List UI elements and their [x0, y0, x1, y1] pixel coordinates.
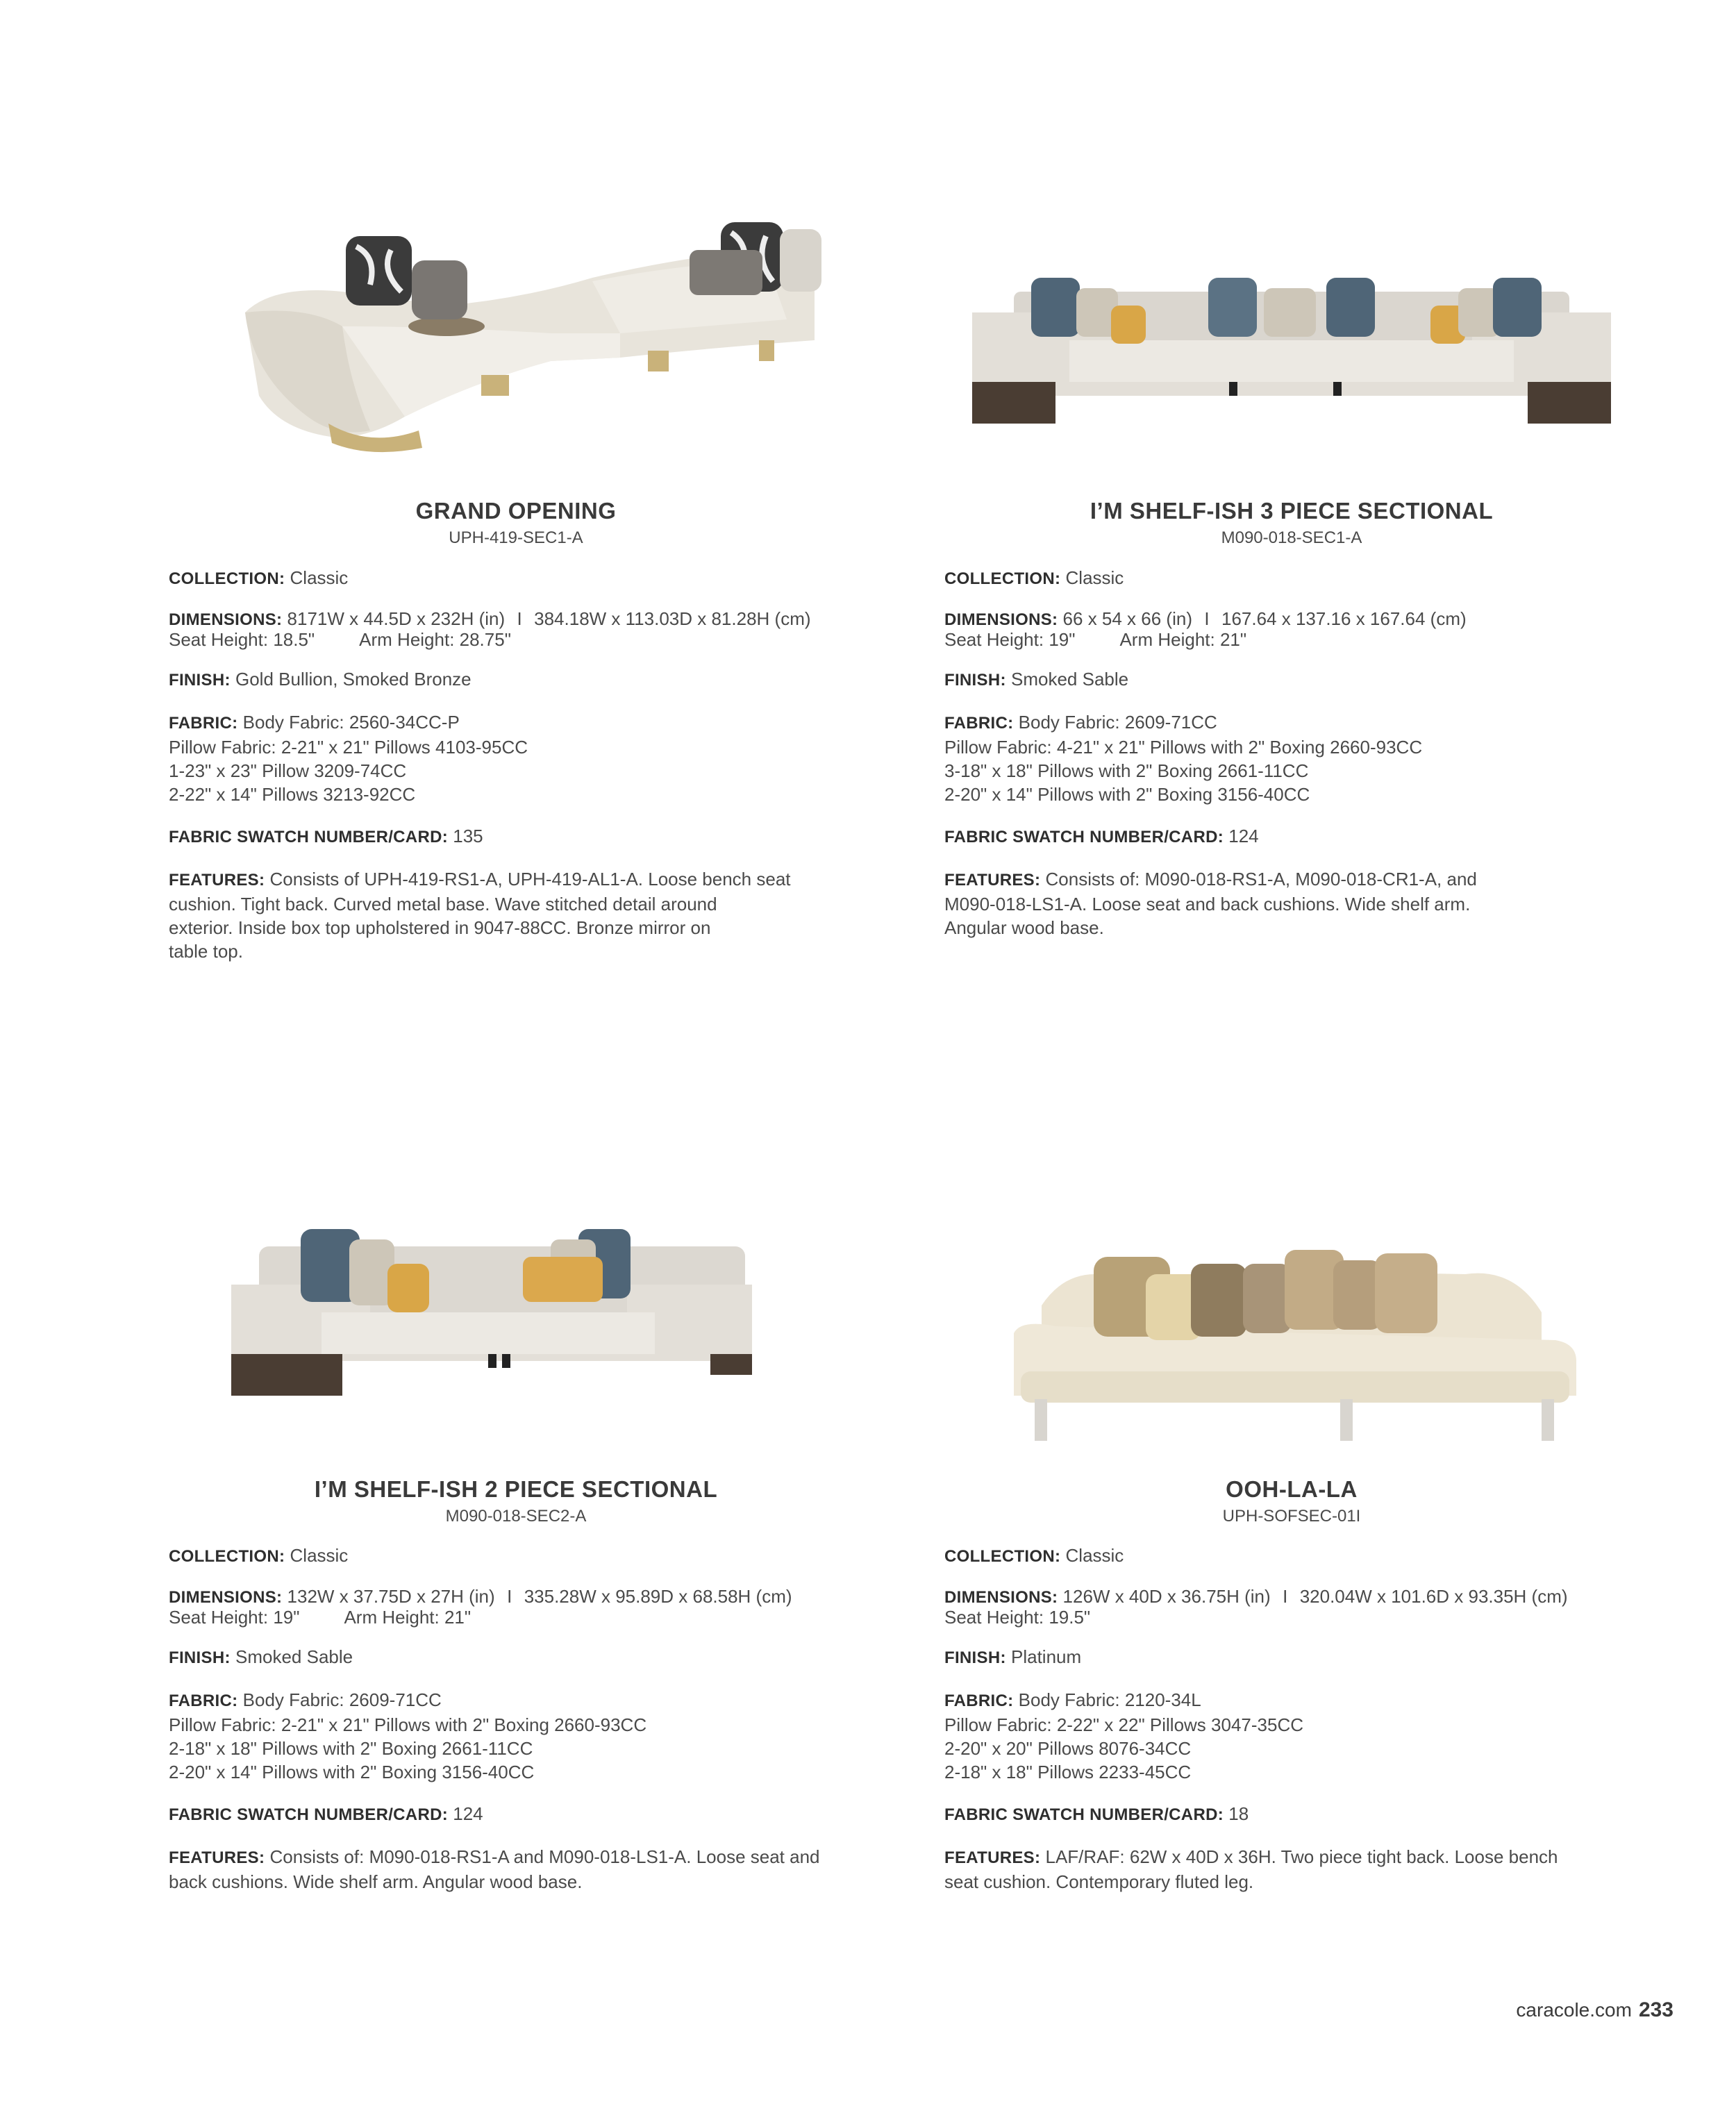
swatch-value: 124: [453, 1803, 483, 1824]
arm-height: Arm Height: 21": [344, 1607, 471, 1628]
fabric-line: 2-20" x 14" Pillows with 2" Boxing 3156-40CC: [169, 1762, 535, 1782]
fabric-line: 2-20" x 20" Pillows 8076-34CC: [944, 1738, 1192, 1759]
collection-row: [944, 1544, 1639, 1569]
dimensions-row: [169, 1587, 863, 1627]
features-label: FEATURES:: [169, 1848, 265, 1867]
collection-value: Classic: [1065, 1545, 1124, 1566]
dimensions-label: DIMENSIONS:: [944, 1588, 1058, 1607]
fabric-row: [944, 710, 1639, 806]
features-row: [169, 1845, 863, 1894]
dimensions-label: DIMENSIONS:: [169, 1588, 283, 1607]
fabric-line: 2-20" x 14" Pillows with 2" Boxing 3156-40CC: [944, 784, 1310, 805]
fabric-row: [169, 710, 863, 806]
features-line: back cushions. Wide shelf arm. Angular wood base.: [169, 1871, 583, 1892]
fabric-line: Body Fabric: 2609-71CC: [1018, 712, 1217, 733]
features-row: [944, 867, 1639, 939]
dimensions-in: 126W x 40D x 36.75H (in): [1062, 1586, 1271, 1607]
fabric-line: Pillow Fabric: 2-22" x 22" Pillows 3047-35CC: [944, 1714, 1304, 1735]
seat-height: Seat Height: 19": [169, 1607, 300, 1628]
swatch-value: 135: [453, 826, 483, 846]
features-label: FEATURES:: [169, 871, 265, 889]
finish-value: Gold Bullion, Smoked Bronze: [235, 669, 471, 690]
features-line: exterior. Inside box top upholstered in 9047-88CC. Bronze mirror on: [169, 917, 711, 938]
product-specs: [944, 1544, 1639, 1912]
finish-label: FINISH:: [944, 1648, 1006, 1667]
product-title-block: [169, 497, 863, 549]
fabric-line: 2-18" x 18" Pillows 2233-45CC: [944, 1762, 1192, 1782]
swatch-row: [944, 824, 1639, 849]
dimensions-in: 8171W x 44.5D x 232H (in): [287, 608, 506, 629]
collection-row: [169, 1544, 863, 1569]
dimensions-cm: 320.04W x 101.6D x 93.35H (cm): [1299, 1586, 1568, 1607]
dimensions-cm: 384.18W x 113.03D x 81.28H (cm): [534, 608, 811, 629]
fabric-line: Body Fabric: 2609-71CC: [242, 1689, 442, 1710]
features-line: Angular wood base.: [944, 917, 1104, 938]
finish-value: Platinum: [1011, 1646, 1082, 1667]
features-line: cushion. Tight back. Curved metal base. Wave stitched detail around: [169, 894, 717, 914]
swatch-label: FABRIC SWATCH NUMBER/CARD:: [169, 828, 448, 846]
dimensions-label: DIMENSIONS:: [944, 610, 1058, 629]
features-line: Consists of UPH-419-RS1-A, UPH-419-AL1-A. Loose bench seat: [269, 869, 791, 889]
seat-height: Seat Height: 18.5": [169, 629, 315, 650]
swatch-label: FABRIC SWATCH NUMBER/CARD:: [944, 1805, 1224, 1824]
product-sku: M090-018-SEC1-A: [1221, 528, 1362, 547]
features-row: [944, 1845, 1639, 1894]
finish-value: Smoked Sable: [1011, 669, 1129, 690]
finish-value: Smoked Sable: [235, 1646, 353, 1667]
dimensions-row: [944, 1587, 1639, 1627]
fabric-label: FABRIC:: [944, 714, 1014, 733]
features-line: Consists of: M090-018-RS1-A, M090-018-CR1-A, and: [1045, 869, 1477, 889]
fabric-row: [944, 1688, 1639, 1784]
fabric-line: Pillow Fabric: 2-21" x 21" Pillows with 2" Boxing 2660-93CC: [169, 1714, 647, 1735]
product-name: I’M SHELF-ISH 2 PIECE SECTIONAL: [314, 1476, 718, 1502]
swatch-row: [169, 1802, 863, 1827]
features-line: seat cushion. Contemporary fluted leg.: [944, 1871, 1254, 1892]
product-title-block: [944, 497, 1639, 549]
fabric-line: 1-23" x 23" Pillow 3209-74CC: [169, 760, 407, 781]
product-sku: UPH-SOFSEC-01I: [1222, 1507, 1361, 1526]
fabric-label: FABRIC:: [169, 1691, 238, 1710]
seat-height: Seat Height: 19": [944, 629, 1076, 650]
features-line: table top.: [169, 941, 243, 962]
fabric-label: FABRIC:: [944, 1691, 1014, 1710]
dimensions-cm: 167.64 x 137.16 x 167.64 (cm): [1221, 608, 1467, 629]
fabric-label: FABRIC:: [169, 714, 238, 733]
finish-row: [169, 1645, 863, 1670]
fabric-line: Body Fabric: 2120-34L: [1018, 1689, 1201, 1710]
product-title-block: [944, 1476, 1639, 1527]
swatch-label: FABRIC SWATCH NUMBER/CARD:: [944, 828, 1224, 846]
features-label: FEATURES:: [944, 871, 1041, 889]
fabric-line: 2-18" x 18" Pillows with 2" Boxing 2661-11CC: [169, 1738, 533, 1759]
arm-height: Arm Height: 21": [1119, 629, 1247, 650]
collection-label: COLLECTION:: [944, 569, 1061, 588]
product-specs: [169, 566, 863, 981]
finish-row: [944, 1645, 1639, 1670]
features-line: LAF/RAF: 62W x 40D x 36H. Two piece tight back. Loose bench: [1045, 1846, 1558, 1867]
swatch-row: [169, 824, 863, 849]
seat-height: Seat Height: 19.5": [944, 1607, 1091, 1628]
product-sku: M090-018-SEC2-A: [445, 1507, 587, 1526]
dimensions-separator: I: [1283, 1586, 1288, 1607]
product-specs: [169, 1544, 863, 1912]
footer-site: caracole.com: [1516, 1999, 1632, 2021]
features-line: M090-018-LS1-A. Loose seat and back cushions. Wide shelf arm.: [944, 894, 1471, 914]
collection-value: Classic: [290, 1545, 349, 1566]
collection-row: [169, 566, 863, 591]
product-name: GRAND OPENING: [415, 498, 617, 524]
photo-grand-opening: [231, 208, 842, 458]
dimensions-cm: 335.28W x 95.89D x 68.58H (cm): [524, 1586, 792, 1607]
product-sku: UPH-419-SEC1-A: [449, 528, 583, 547]
product-specs: [944, 566, 1639, 958]
fabric-line: Pillow Fabric: 2-21" x 21" Pillows 4103-95CC: [169, 737, 528, 758]
product-title-block: [169, 1476, 863, 1527]
product-name: OOH-LA-LA: [1226, 1476, 1358, 1502]
dimensions-separator: I: [1204, 608, 1210, 629]
finish-label: FINISH:: [169, 1648, 231, 1667]
finish-row: [169, 667, 863, 692]
fabric-row: [169, 1688, 863, 1784]
dimensions-row: [169, 609, 863, 649]
collection-value: Classic: [290, 567, 349, 588]
collection-label: COLLECTION:: [169, 569, 285, 588]
features-line: Consists of: M090-018-RS1-A and M090-018-LS1-A. Loose seat and: [269, 1846, 820, 1867]
dimensions-label: DIMENSIONS:: [169, 610, 283, 629]
page-footer: [1516, 1998, 1674, 2022]
finish-label: FINISH:: [944, 671, 1006, 690]
fabric-line: Pillow Fabric: 4-21" x 21" Pillows with 2" Boxing 2660-93CC: [944, 737, 1423, 758]
fabric-line: 2-22" x 14" Pillows 3213-92CC: [169, 784, 416, 805]
dimensions-separator: I: [507, 1586, 512, 1607]
page-number: 233: [1638, 1998, 1674, 2021]
swatch-value: 124: [1228, 826, 1259, 846]
finish-row: [944, 667, 1639, 692]
swatch-value: 18: [1228, 1803, 1249, 1824]
arm-height: Arm Height: 28.75": [359, 629, 511, 650]
finish-label: FINISH:: [169, 671, 231, 690]
dimensions-in: 66 x 54 x 66 (in): [1062, 608, 1192, 629]
collection-row: [944, 566, 1639, 591]
photo-shelf-ish-2-piece: [231, 1222, 773, 1403]
collection-label: COLLECTION:: [944, 1547, 1061, 1566]
swatch-label: FABRIC SWATCH NUMBER/CARD:: [169, 1805, 448, 1824]
collection-value: Classic: [1065, 567, 1124, 588]
photo-shelf-ish-3-piece: [972, 264, 1611, 431]
photo-ooh-la-la: [1014, 1236, 1583, 1458]
fabric-line: 3-18" x 18" Pillows with 2" Boxing 2661-11CC: [944, 760, 1309, 781]
features-row: [169, 867, 863, 963]
dimensions-row: [944, 609, 1639, 649]
swatch-row: [944, 1802, 1639, 1827]
fabric-line: Body Fabric: 2560-34CC-P: [242, 712, 460, 733]
product-name: I’M SHELF-ISH 3 PIECE SECTIONAL: [1090, 498, 1494, 524]
features-label: FEATURES:: [944, 1848, 1041, 1867]
collection-label: COLLECTION:: [169, 1547, 285, 1566]
dimensions-separator: I: [517, 608, 522, 629]
dimensions-in: 132W x 37.75D x 27H (in): [287, 1586, 495, 1607]
